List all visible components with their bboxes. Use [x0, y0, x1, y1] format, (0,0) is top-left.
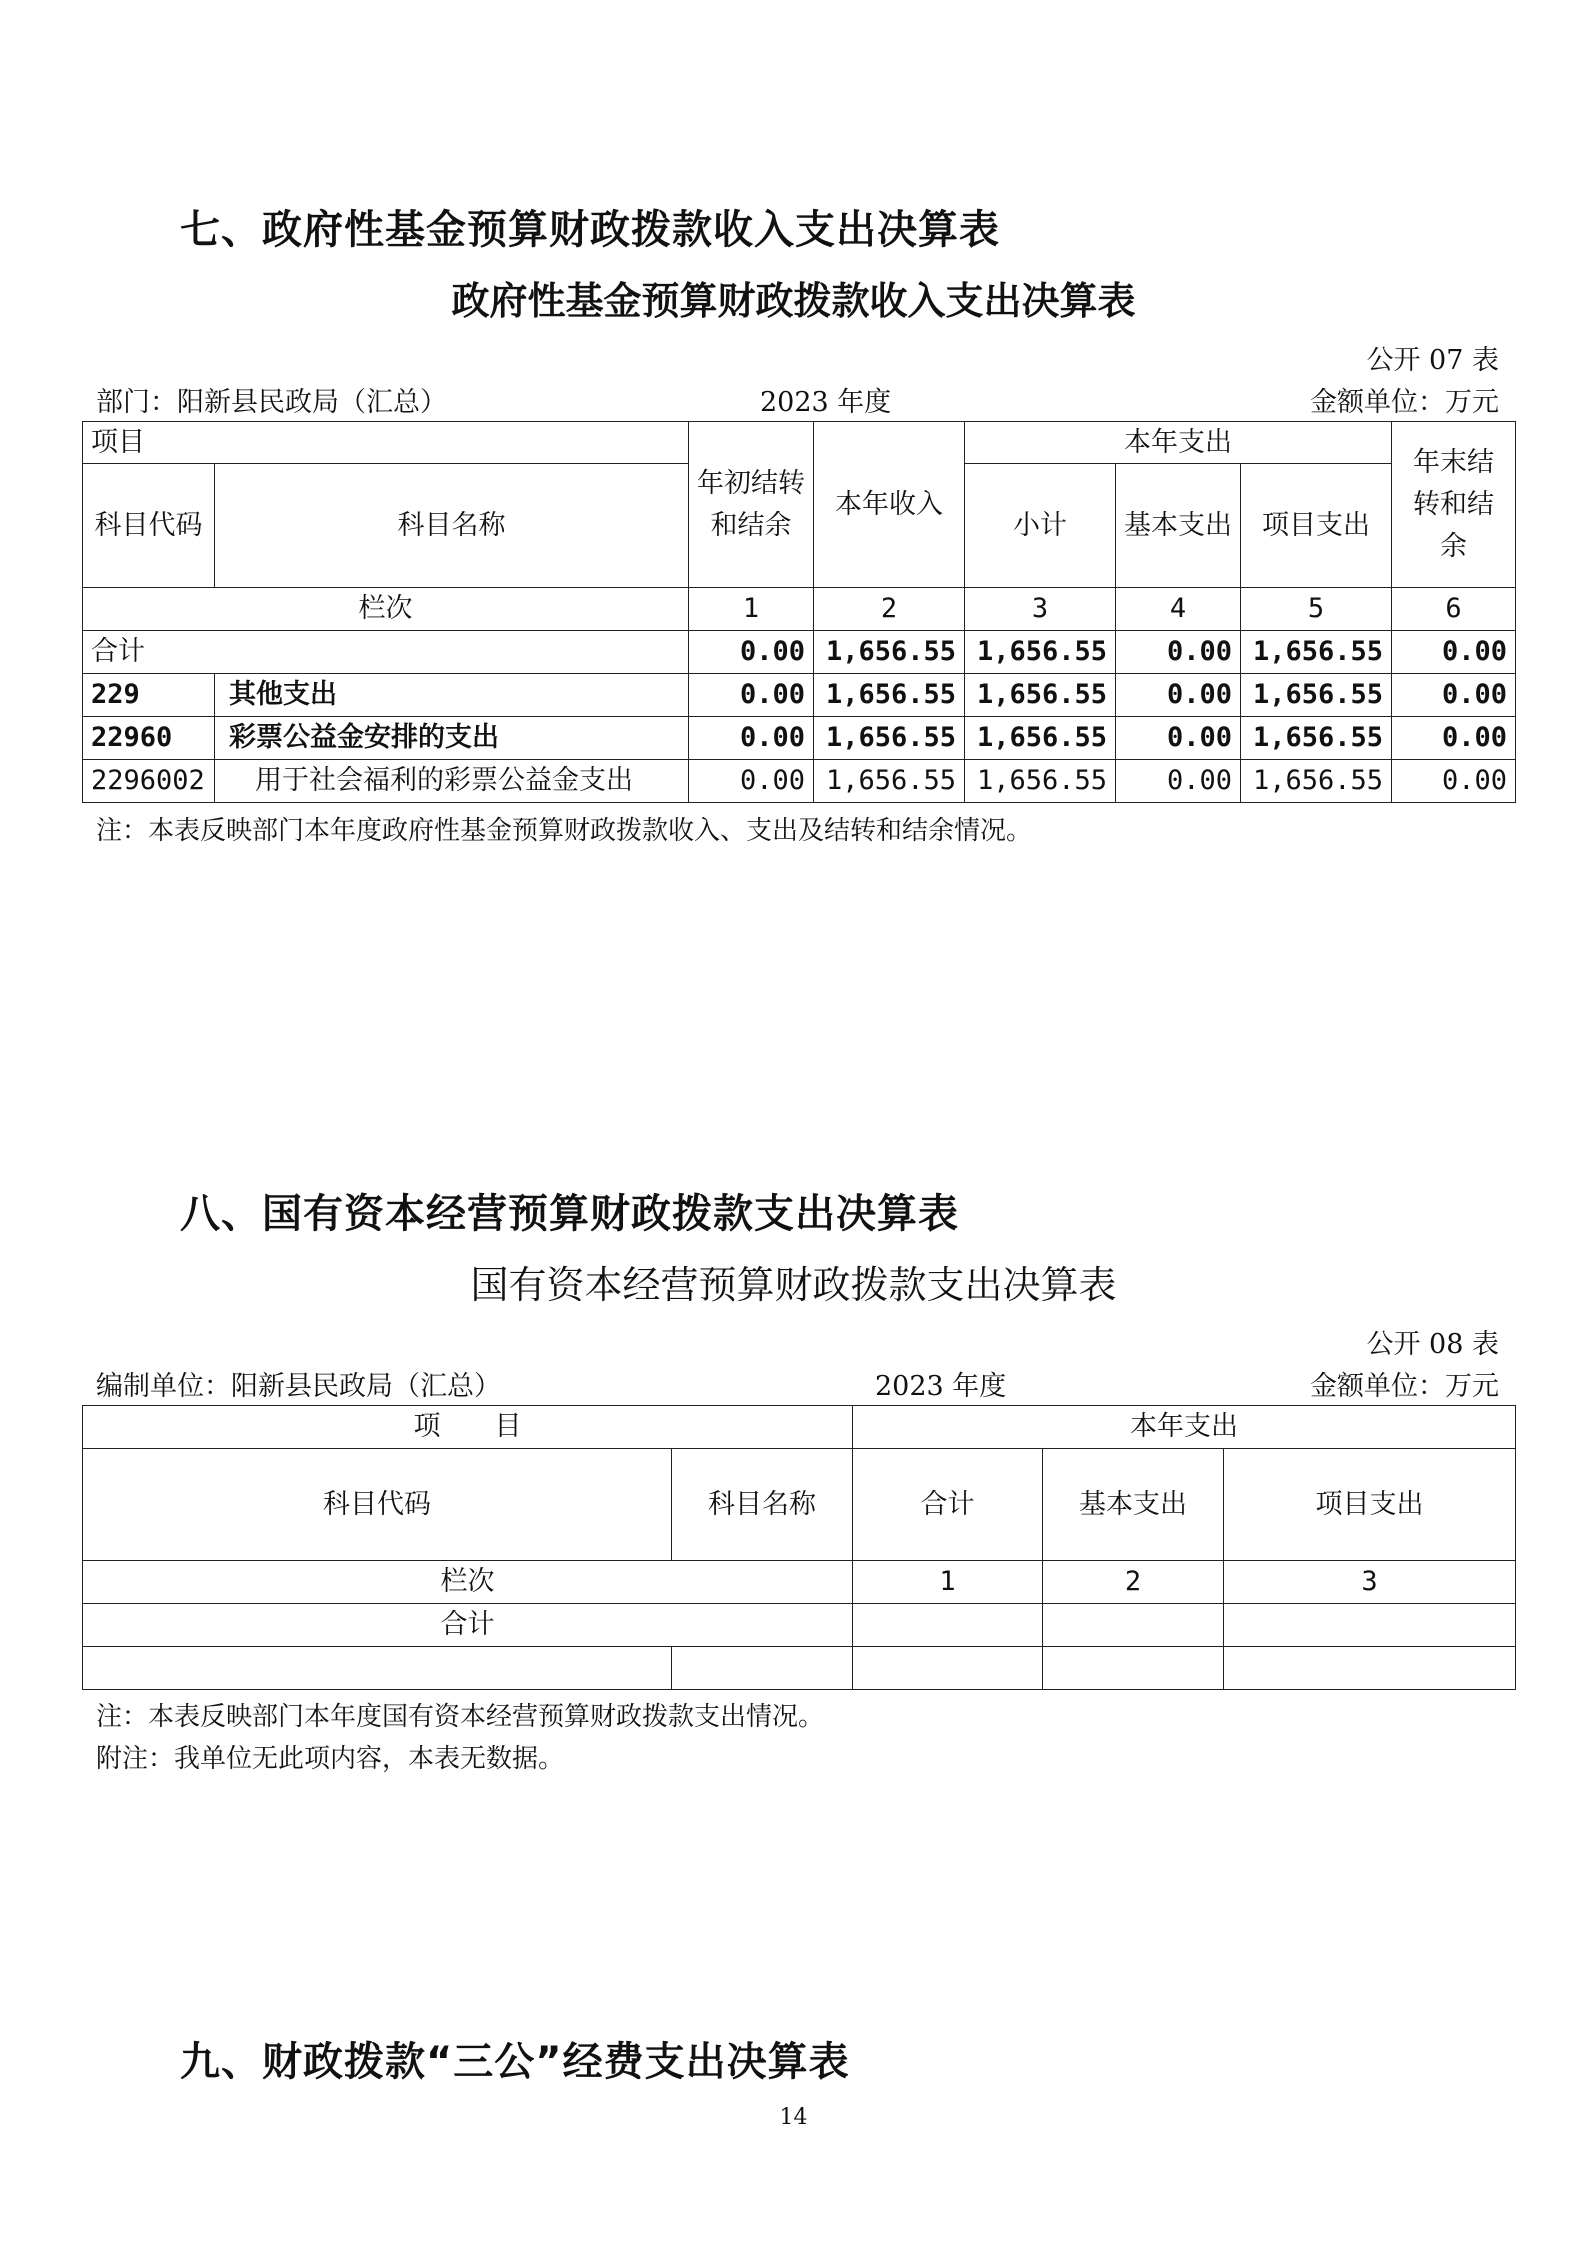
section7-table	[82, 421, 1516, 803]
col-number: 3	[965, 588, 1116, 631]
header-total: 合计	[853, 1449, 1043, 1561]
empty-cell	[853, 1647, 1043, 1690]
row-value: 1,656.55	[965, 760, 1116, 803]
row-value: 0.00	[1116, 717, 1241, 760]
row-value: 1,656.55	[814, 717, 965, 760]
section8-heading: 八、国有资本经营预算财政拨款支出决算表	[180, 1191, 959, 1237]
total-label: 合计	[83, 1604, 853, 1647]
section8-title: 国有资本经营预算财政拨款支出决算表	[470, 1263, 1117, 1307]
row-value: 1,656.55	[965, 717, 1116, 760]
row-name: 其他支出	[215, 674, 689, 717]
row-value: 0.00	[1392, 717, 1516, 760]
empty-cell	[1043, 1604, 1224, 1647]
section8-year: 2023 年度	[875, 1371, 1007, 1402]
empty-cell	[1224, 1647, 1516, 1690]
header-project: 项目支出	[1224, 1449, 1516, 1561]
header-code: 科目代码	[83, 464, 215, 588]
header-basic: 基本支出	[1116, 464, 1241, 588]
empty-cell	[1224, 1604, 1516, 1647]
col-number: 4	[1116, 588, 1241, 631]
row-value: 1,656.55	[814, 760, 965, 803]
header-name: 科目名称	[215, 464, 689, 588]
header-name: 科目名称	[672, 1449, 853, 1561]
section7-unit: 金额单位：万元	[1310, 387, 1499, 418]
col-number: 5	[1241, 588, 1392, 631]
header-expense: 本年支出	[965, 422, 1392, 464]
row-value: 0.00	[1116, 760, 1241, 803]
table-row	[83, 760, 1516, 803]
row-value: 1,656.55	[814, 674, 965, 717]
section8-table-no: 公开 08 表	[1366, 1329, 1499, 1360]
row-value: 0.00	[689, 717, 814, 760]
col-number: 2	[1043, 1561, 1224, 1604]
section8-unit: 金额单位：万元	[1310, 1371, 1499, 1402]
table-row	[83, 717, 1516, 760]
section7-year: 2023 年度	[760, 387, 892, 418]
row-value: 1,656.55	[965, 674, 1116, 717]
section7-heading: 七、政府性基金预算财政拨款收入支出决算表	[180, 207, 1000, 253]
col-number: 2	[814, 588, 965, 631]
total-row	[83, 631, 1516, 674]
total-begin: 0.00	[689, 631, 814, 674]
section7-title: 政府性基金预算财政拨款收入支出决算表	[451, 279, 1136, 323]
section8-table	[82, 1405, 1516, 1690]
total-income: 1,656.55	[814, 631, 965, 674]
section8-note: 注：本表反映部门本年度国有资本经营预算财政拨款支出情况。	[96, 1702, 825, 1732]
total-label: 合计	[83, 631, 689, 674]
col-number: 1	[689, 588, 814, 631]
total-basic: 0.00	[1116, 631, 1241, 674]
page-number: 14	[779, 2105, 808, 2130]
row-value: 1,656.55	[1241, 674, 1392, 717]
empty-cell	[1043, 1647, 1224, 1690]
total-row	[83, 1604, 1516, 1647]
header-income: 本年收入	[814, 422, 965, 588]
row-code: 229	[83, 674, 215, 717]
row-value: 1,656.55	[1241, 717, 1392, 760]
header-item: 项 目	[83, 1406, 853, 1449]
empty-cell	[853, 1604, 1043, 1647]
section7-note: 注：本表反映部门本年度政府性基金预算财政拨款收入、支出及结转和结余情况。	[96, 816, 1033, 846]
row-name: 用于社会福利的彩票公益金支出	[215, 760, 689, 803]
empty-cell	[83, 1647, 672, 1690]
col-number: 6	[1392, 588, 1516, 631]
table-row	[83, 1647, 1516, 1690]
header-project: 项目支出	[1241, 464, 1392, 588]
header-expense: 本年支出	[853, 1406, 1516, 1449]
section8-dept: 编制单位：阳新县民政局（汇总）	[96, 1371, 501, 1402]
row-name: 彩票公益金安排的支出	[215, 717, 689, 760]
lanci-label: 栏次	[83, 1561, 853, 1604]
col-number: 3	[1224, 1561, 1516, 1604]
row-value: 0.00	[1392, 674, 1516, 717]
row-value: 1,656.55	[1241, 760, 1392, 803]
section8-extra-note: 附注：我单位无此项内容，本表无数据。	[96, 1744, 565, 1774]
header-basic: 基本支出	[1043, 1449, 1224, 1561]
row-value: 0.00	[689, 674, 814, 717]
col-number: 1	[853, 1561, 1043, 1604]
header-item: 项目	[83, 422, 689, 464]
section7-dept: 部门：阳新县民政局（汇总）	[96, 387, 447, 418]
total-end: 0.00	[1392, 631, 1516, 674]
section7-table-no: 公开 07 表	[1366, 345, 1499, 376]
total-project: 1,656.55	[1241, 631, 1392, 674]
table-row	[83, 674, 1516, 717]
lanci-label: 栏次	[83, 588, 689, 631]
row-value: 0.00	[689, 760, 814, 803]
row-value: 0.00	[1392, 760, 1516, 803]
empty-cell	[672, 1647, 853, 1690]
header-begin: 年初结转和结余	[689, 422, 814, 588]
row-value: 0.00	[1116, 674, 1241, 717]
header-subtotal: 小计	[965, 464, 1116, 588]
section9-heading: 九、财政拨款“三公”经费支出决算表	[180, 2039, 850, 2085]
row-code: 22960	[83, 717, 215, 760]
header-code: 科目代码	[83, 1449, 672, 1561]
row-code: 2296002	[83, 760, 215, 803]
header-end: 年末结转和结余	[1392, 422, 1516, 588]
total-subtotal: 1,656.55	[965, 631, 1116, 674]
